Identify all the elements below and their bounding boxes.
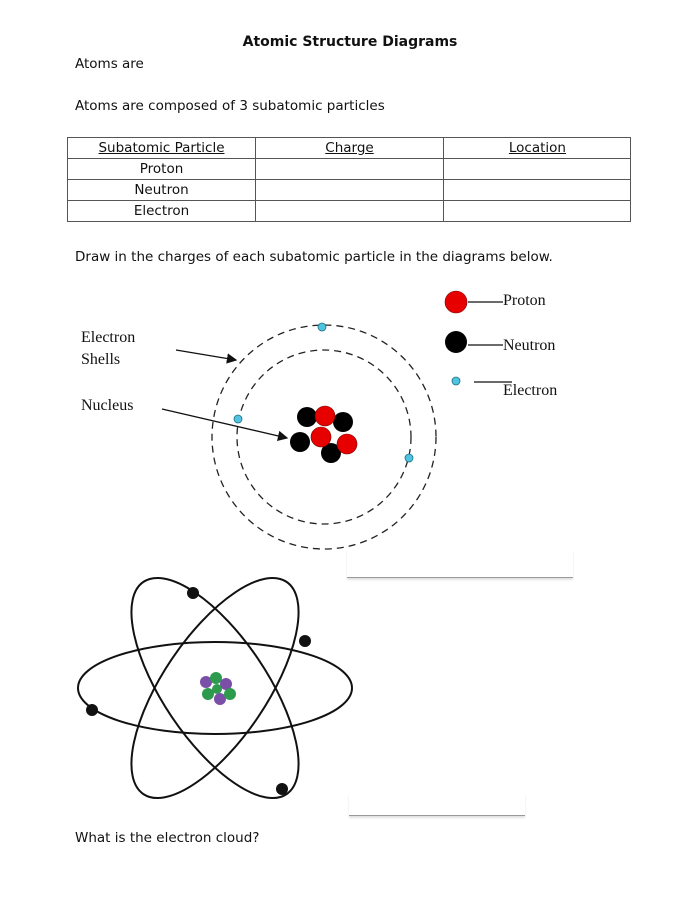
orbit-electron [276, 783, 288, 795]
electron-dot [318, 323, 326, 331]
nucleus-arrow [162, 409, 287, 438]
atoms-are-text: Atoms are [75, 56, 144, 72]
header-location: Location [444, 138, 631, 159]
proton [311, 427, 331, 447]
header-charge: Charge [256, 138, 444, 159]
legend-electron-label: Electron [503, 382, 558, 399]
legend-proton-label: Proton [503, 292, 546, 309]
neutron [297, 407, 317, 427]
legend-electron-dot [452, 377, 460, 385]
orbital-nucleus [200, 672, 236, 705]
nucleus-cluster [290, 406, 357, 463]
diagram1-answer-box[interactable] [347, 549, 573, 578]
legend-proton-dot [445, 291, 467, 313]
electron-shells-label-line2: Shells [81, 351, 121, 368]
electron-cloud-question: What is the electron cloud? [75, 830, 260, 846]
composed-of-text: Atoms are composed of 3 subatomic particles [75, 98, 385, 114]
legend-neutron-label: Neutron [503, 337, 556, 354]
neutron [290, 432, 310, 452]
neutron [333, 412, 353, 432]
header-subatomic-particle: Subatomic Particle [68, 138, 256, 159]
electron-shells-arrow [176, 350, 236, 360]
page-title: Atomic Structure Diagrams [242, 34, 458, 50]
particle-cell: Proton [68, 159, 256, 180]
particle-cell: Neutron [68, 180, 256, 201]
legend-neutron-dot [445, 331, 467, 353]
diagram2-answer-box[interactable] [349, 793, 525, 816]
nucleon-green [210, 672, 222, 684]
orbit-electron [299, 635, 311, 647]
nucleon-green [224, 688, 236, 700]
electron-dot [234, 415, 242, 423]
orbit-electron [86, 704, 98, 716]
electron-dot [405, 454, 413, 462]
proton [337, 434, 357, 454]
electron-shells-label-line1: Electron [81, 329, 136, 346]
nucleus-label: Nucleus [81, 397, 134, 414]
orbit-electron [187, 587, 199, 599]
proton [315, 406, 335, 426]
nucleon-green [212, 684, 222, 694]
particle-cell: Electron [68, 201, 256, 222]
instruction-text: Draw in the charges of each subatomic particle in the diagrams below. [75, 249, 553, 265]
